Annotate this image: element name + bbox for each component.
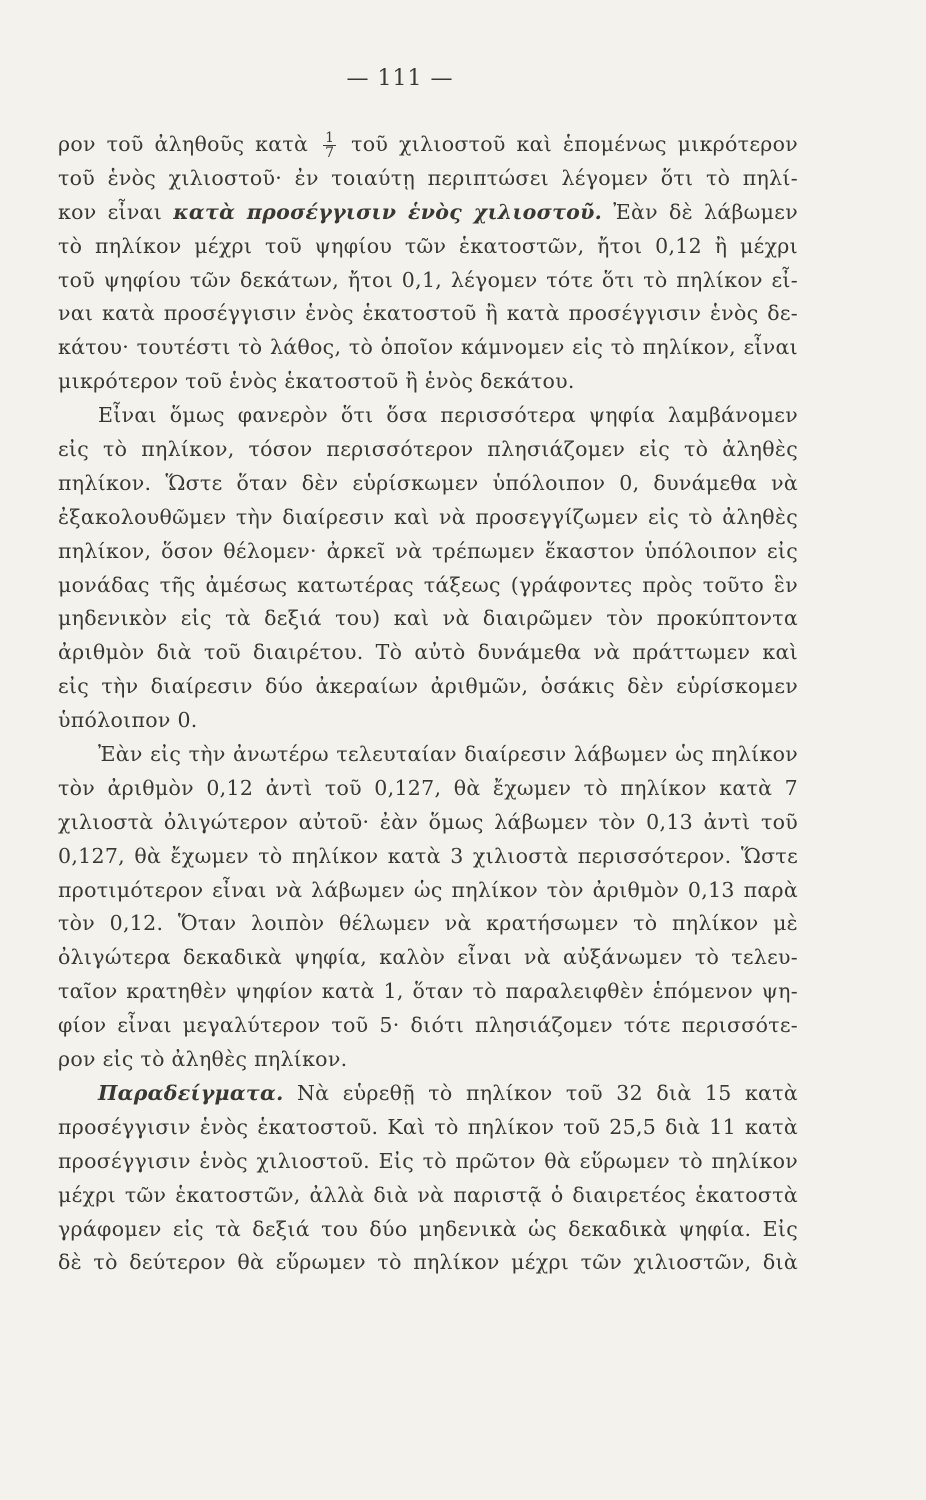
text-span: Νὰ εὑρεθῇ τὸ πηλίκον τοῦ 32 διὰ 15 κατὰ bbox=[296, 1080, 798, 1105]
text-line bbox=[58, 196, 798, 230]
text-line: προτιμότερον εἶναι νὰ λάβωμεν ὡς πηλίκον τὸν ἀριθμὸν 0,13 παρὰ bbox=[58, 877, 798, 902]
text-line: τὸν 0,12. Ὅταν λοιπὸν θέλωμεν νὰ κρατήσωμεν τὸ πηλίκον μὲ bbox=[58, 911, 798, 936]
text-line: πηλίκον, ὅσον θέλομεν· ἀρκεῖ νὰ τρέπωμεν ἕκαστον ὑπόλοιπον εἰς bbox=[58, 538, 798, 563]
text-span: Ἐὰν δὲ λάβωμεν bbox=[613, 199, 798, 224]
fraction-numerator: 1 bbox=[325, 130, 335, 146]
text-line: δὲ τὸ δεύτερον θὰ εὕρωμεν τὸ πηλίκον μέχρι τῶν χιλιοστῶν, διὰ bbox=[58, 1250, 798, 1275]
text-line: ὑπόλοιπον 0. bbox=[58, 708, 198, 733]
text-line: 0,127, θὰ ἔχωμεν τὸ πηλίκον κατὰ 3 χιλιοστὰ περισσότερον. Ὥστε bbox=[58, 843, 798, 868]
body-text bbox=[58, 128, 798, 1280]
fraction bbox=[323, 131, 336, 160]
text-span: ρον τοῦ ἀληθοῦς κατὰ bbox=[58, 132, 309, 156]
text-line: μονάδας τῆς ἀμέσως κατωτέρας τάξεως (γράφοντες πρὸς τοῦτο ἓν bbox=[58, 572, 798, 597]
text-line: τοῦ ἑνὸς χιλιοστοῦ· ἐν τοιαύτῃ περιπτώσει λέγομεν ὅτι τὸ πηλί- bbox=[58, 165, 798, 190]
emphasis-text: κατὰ προσέγγισιν ἑνὸς χιλιοστοῦ. bbox=[173, 199, 603, 224]
text-line: φίον εἶναι μεγαλύτερον τοῦ 5· διότι πλησιάζομεν τότε περισσότε- bbox=[58, 1013, 798, 1038]
text-line: κάτου· τουτέστι τὸ λάθος, τὸ ὁποῖον κάμνομεν εἰς τὸ πηλίκον, εἶναι bbox=[58, 335, 798, 360]
text-line: τοῦ ψηφίου τῶν δεκάτων, ἤτοι 0,1, λέγομεν τότε ὅτι τὸ πηλίκον εἶ- bbox=[58, 267, 798, 292]
text-line: Εἶναι ὅμως φανερὸν ὅτι ὅσα περισσότερα ψηφία λαμβάνομεν bbox=[98, 403, 798, 428]
text-span: κον εἶναι bbox=[58, 199, 163, 224]
text-line: γράφομεν εἰς τὰ δεξιά του δύο μηδενικὰ ὡς δεκαδικὰ ψηφία. Εἰς bbox=[58, 1216, 798, 1241]
text-line: Ἐὰν εἰς τὴν ἀνωτέρω τελευταίαν διαίρεσιν λάβωμεν ὡς πηλίκον bbox=[98, 742, 798, 767]
text-line: προσέγγισιν ἑνὸς χιλιοστοῦ. Εἰς τὸ πρῶτον θὰ εὕρωμεν τὸ πηλίκον bbox=[58, 1148, 798, 1173]
text-line: ρον εἰς τὸ ἀληθὲς πηλίκον. bbox=[58, 1047, 348, 1072]
text-line: ἀριθμὸν διὰ τοῦ διαιρέτου. Τὸ αὐτὸ δυνάμεθα νὰ πράττωμεν καὶ bbox=[58, 640, 798, 665]
text-line: ταῖον κρατηθὲν ψηφίον κατὰ 1, ὅταν τὸ παραλειφθὲν ἑπόμενον ψη- bbox=[58, 979, 798, 1004]
section-label: Παραδείγματα. bbox=[98, 1080, 284, 1105]
text-line: χιλιοστὰ ὀλιγώτερον αὐτοῦ· ἐὰν ὅμως λάβωμεν τὸν 0,13 ἀντὶ τοῦ bbox=[58, 809, 798, 834]
text-line: μικρότερον τοῦ ἑνὸς ἑκατοστοῦ ἢ ἑνὸς δεκάτου. bbox=[58, 369, 575, 394]
text-line: μέχρι τῶν ἑκατοστῶν, ἀλλὰ διὰ νὰ παριστᾷ ὁ διαιρετέος ἑκατοστὰ bbox=[58, 1182, 798, 1207]
text-line: μηδενικὸν εἰς τὰ δεξιά του) καὶ νὰ διαιρῶμεν τὸν προκύπτοντα bbox=[58, 606, 798, 631]
page-number: — 111 — bbox=[346, 66, 454, 91]
text-line: τὸν ἀριθμὸν 0,12 ἀντὶ τοῦ 0,127, θὰ ἔχωμεν τὸ πηλίκον κατὰ 7 bbox=[58, 775, 798, 800]
text-line bbox=[58, 1077, 798, 1111]
fraction-denominator: 7 bbox=[325, 145, 335, 161]
text-span: τοῦ χιλιοστοῦ καὶ ἑπομένως μικρότερον bbox=[351, 132, 798, 156]
text-line: εἰς τὸ πηλίκον, τόσον περισσότερον πλησιάζομεν εἰς τὸ ἀληθὲς bbox=[58, 437, 798, 462]
text-line: τὸ πηλίκον μέχρι τοῦ ψηφίου τῶν ἑκατοστῶν, ἤτοι 0,12 ἢ μέχρι bbox=[58, 233, 798, 258]
text-line: εἰς τὴν διαίρεσιν δύο ἀκεραίων ἀριθμῶν, ὁσάκις δὲν εὑρίσκομεν bbox=[58, 674, 798, 699]
text-line: ναι κατὰ προσέγγισιν ἑνὸς ἑκατοστοῦ ἢ κατὰ προσέγγισιν ἑνὸς δε- bbox=[58, 301, 798, 326]
text-line bbox=[58, 128, 798, 162]
text-line: ὀλιγώτερα δεκαδικὰ ψηφία, καλὸν εἶναι νὰ αὐξάνωμεν τὸ τελευ- bbox=[58, 945, 798, 970]
text-line: ἐξακολουθῶμεν τὴν διαίρεσιν καὶ νὰ προσεγγίζωμεν εἰς τὸ ἀληθὲς bbox=[58, 504, 798, 529]
text-line: προσέγγισιν ἑνὸς ἑκατοστοῦ. Καὶ τὸ πηλίκον τοῦ 25,5 διὰ 11 κατὰ bbox=[58, 1114, 798, 1139]
text-line: πηλίκον. Ὥστε ὅταν δὲν εὑρίσκωμεν ὑπόλοιπον 0, δυνάμεθα νὰ bbox=[58, 470, 798, 495]
